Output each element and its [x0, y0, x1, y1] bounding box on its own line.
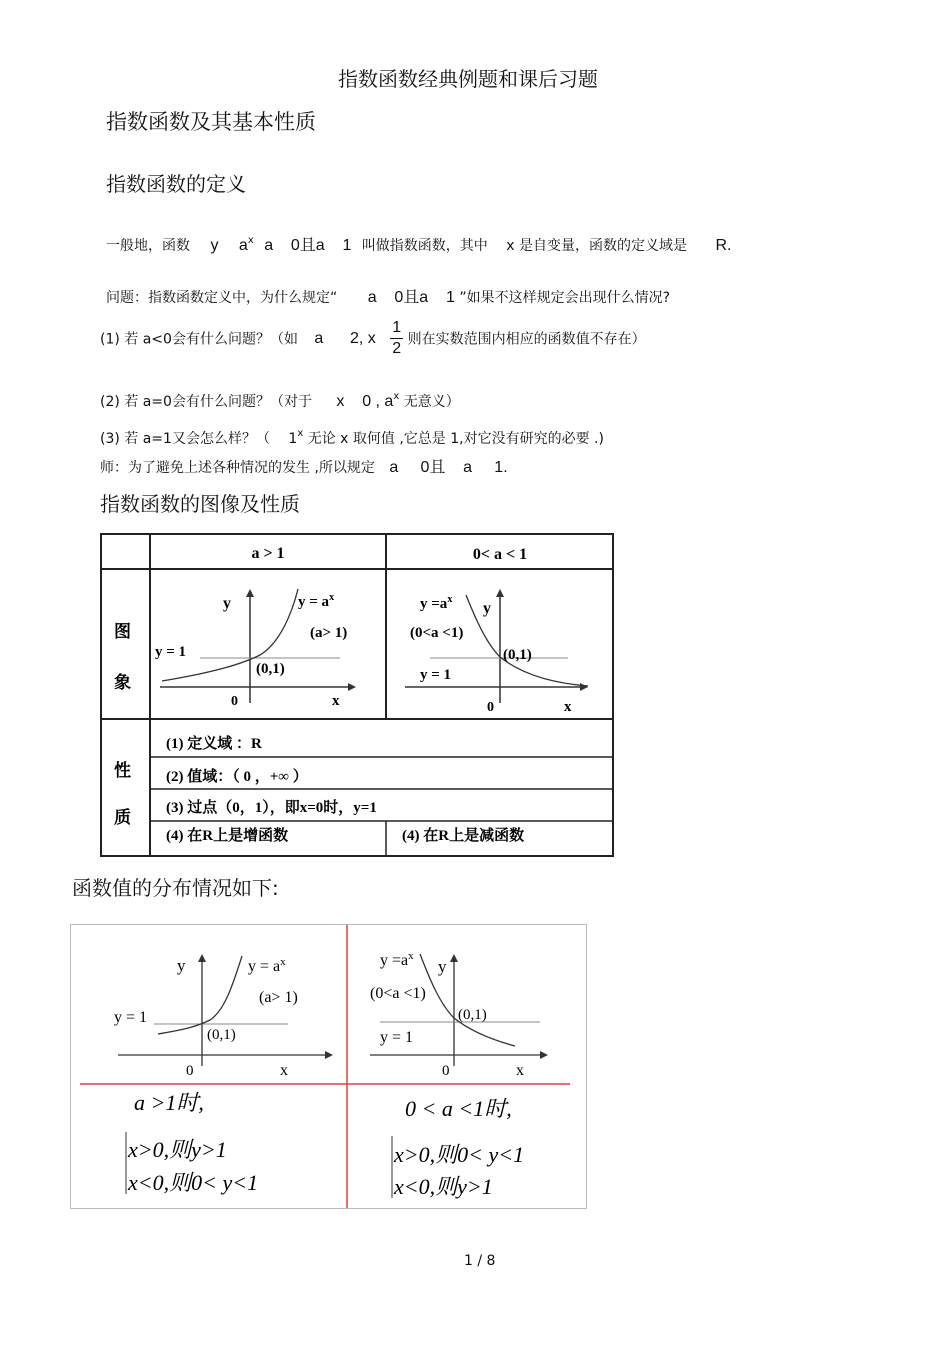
dist-right-x-axis: x: [516, 1062, 524, 1079]
dist-left-point: (0,1): [207, 1027, 236, 1043]
dist-right-rule2: x<0,则y>1: [394, 1174, 493, 1199]
table-prop-decreasing: (4) 在R上是减函数: [402, 828, 525, 844]
dist-right-case-label: 0 < a <1时,: [405, 1096, 512, 1121]
properties-table: [100, 533, 615, 858]
table-gt-cond: (a> 1): [310, 625, 348, 641]
definition-line: [106, 232, 731, 255]
definition-tail: 叫做指数函数，其中: [361, 238, 488, 254]
table-lt-cond: (0<a <1): [410, 625, 464, 641]
distribution-figure: [70, 924, 588, 1210]
page-number: 1 / 8: [464, 1253, 496, 1269]
case1-frac-num: 1: [390, 318, 403, 339]
dist-right-point: (0,1): [458, 1007, 487, 1023]
document-title: 指数函数经典例题和课后习题: [338, 67, 598, 91]
case3-tail: 无论 x 取何值 ,它总是 1,对它没有研究的必要 .): [307, 431, 604, 447]
dist-left-rule2: x<0,则0< y<1: [128, 1170, 259, 1195]
dist-left-case-label: a >1时,: [134, 1090, 204, 1115]
case1-frac-den: 2: [392, 340, 402, 357]
table-lt-hline-label: y = 1: [420, 667, 452, 683]
case2-expr: x 0 , a: [336, 393, 394, 410]
section-heading-graph-properties: 指数函数的图像及性质: [100, 492, 300, 516]
table-header-a-between: 0< a < 1: [472, 546, 528, 563]
dist-left-func: $y = a^x$: [248, 956, 286, 975]
definition-condition: a 0且a 1: [264, 237, 352, 254]
dist-left-x-axis: x: [280, 1062, 288, 1079]
table-lt-origin: 0: [487, 700, 494, 715]
table-gt-point: (0,1): [256, 661, 285, 677]
table-label-prop-2: 质: [114, 808, 131, 827]
teacher-condition: a 0且 a 1.: [389, 459, 508, 476]
question-tail: ”如果不这样规定会出现什么情况?: [459, 290, 671, 306]
case3-base: 1: [288, 431, 298, 447]
case1-fraction: [390, 318, 403, 359]
table-gt-func: $y = a^x$: [298, 592, 335, 610]
table-gt-hline-label: y = 1: [155, 644, 187, 660]
table-label-prop-1: 性: [114, 761, 131, 780]
definition-a: a: [238, 237, 248, 254]
question-lead: 问题：指数函数定义中，为什么规定“: [106, 290, 338, 306]
dist-left-cond: (a> 1): [259, 989, 298, 1006]
table-lt-func: $y =a^x$: [420, 594, 453, 612]
case1-lead: (1) 若 a<0会有什么问题？（如: [100, 331, 298, 348]
case1-line: [100, 318, 646, 359]
dist-left-hline-label: y = 1: [114, 1009, 148, 1026]
question-line: [106, 284, 670, 307]
teacher-line: [100, 454, 508, 477]
table-gt-x-axis: x: [332, 693, 340, 709]
case1-tail: 则在实数范围内相应的函数值不存在）: [407, 331, 646, 348]
dist-right-y-axis: y: [438, 957, 447, 976]
case2-line: [100, 391, 460, 411]
section-heading-distribution: 函数值的分布情况如下:: [72, 876, 279, 900]
question-condition: a 0且a 1: [367, 289, 455, 306]
case1-expr: a 2, x: [314, 329, 376, 347]
table-gt-y-axis: y: [223, 595, 231, 612]
case2-lead: (2) 若 a=0会有什么问题？（对于: [100, 394, 312, 410]
definition-y: y: [210, 237, 219, 254]
table-lt-x-axis: x: [564, 699, 572, 715]
table-label-image-1: 图: [114, 622, 131, 641]
case2-tail: 无意义）: [403, 394, 460, 410]
definition-domain: R: [715, 237, 728, 254]
table-header-a-gt-1: a > 1: [251, 545, 285, 562]
table-prop-range: (2) 值域：（ 0 ，+∞ ）: [166, 769, 308, 785]
section-heading-definition: 指数函数的定义: [106, 172, 246, 196]
dist-right-cond: (0<a <1): [370, 985, 426, 1002]
definition-lead: 一般地，函数: [106, 238, 190, 254]
table-prop-domain: (1) 定义域 ：R: [166, 736, 262, 752]
table-prop-point: (3) 过点（0，1），即x=0时，y=1: [166, 800, 377, 816]
teacher-lead: 师：为了避免上述各种情况的发生 ,所以规定: [100, 460, 375, 476]
definition-x-sup: x: [247, 235, 254, 246]
table-prop-increasing: (4) 在R上是增函数: [166, 828, 289, 844]
table-gt-origin: 0: [231, 694, 238, 709]
dist-left-y-axis: y: [177, 956, 186, 975]
dist-right-func: $y =a^x$: [380, 950, 414, 969]
table-lt-y-axis: y: [483, 600, 491, 617]
dist-right-hline-label: y = 1: [380, 1029, 414, 1046]
section-heading-basic-properties: 指数函数及其基本性质: [106, 110, 316, 134]
dist-right-origin: 0: [442, 1063, 450, 1079]
dist-left-rule1: x>0,则y>1: [128, 1137, 227, 1162]
case2-sup: x: [393, 391, 400, 402]
table-label-image-2: 象: [114, 673, 131, 692]
definition-x: x: [506, 238, 515, 254]
definition-tail2: 是自变量，函数的定义域是: [519, 238, 688, 254]
case3-lead: (3) 若 a=1又会怎么样？（: [100, 431, 270, 447]
table-lt-point: (0,1): [503, 647, 532, 663]
case3-sup: x: [297, 428, 304, 439]
definition-end: .: [727, 238, 732, 254]
dist-left-origin: 0: [186, 1063, 194, 1079]
case3-line: [100, 428, 604, 448]
dist-right-rule1: x>0,则0< y<1: [394, 1142, 525, 1167]
